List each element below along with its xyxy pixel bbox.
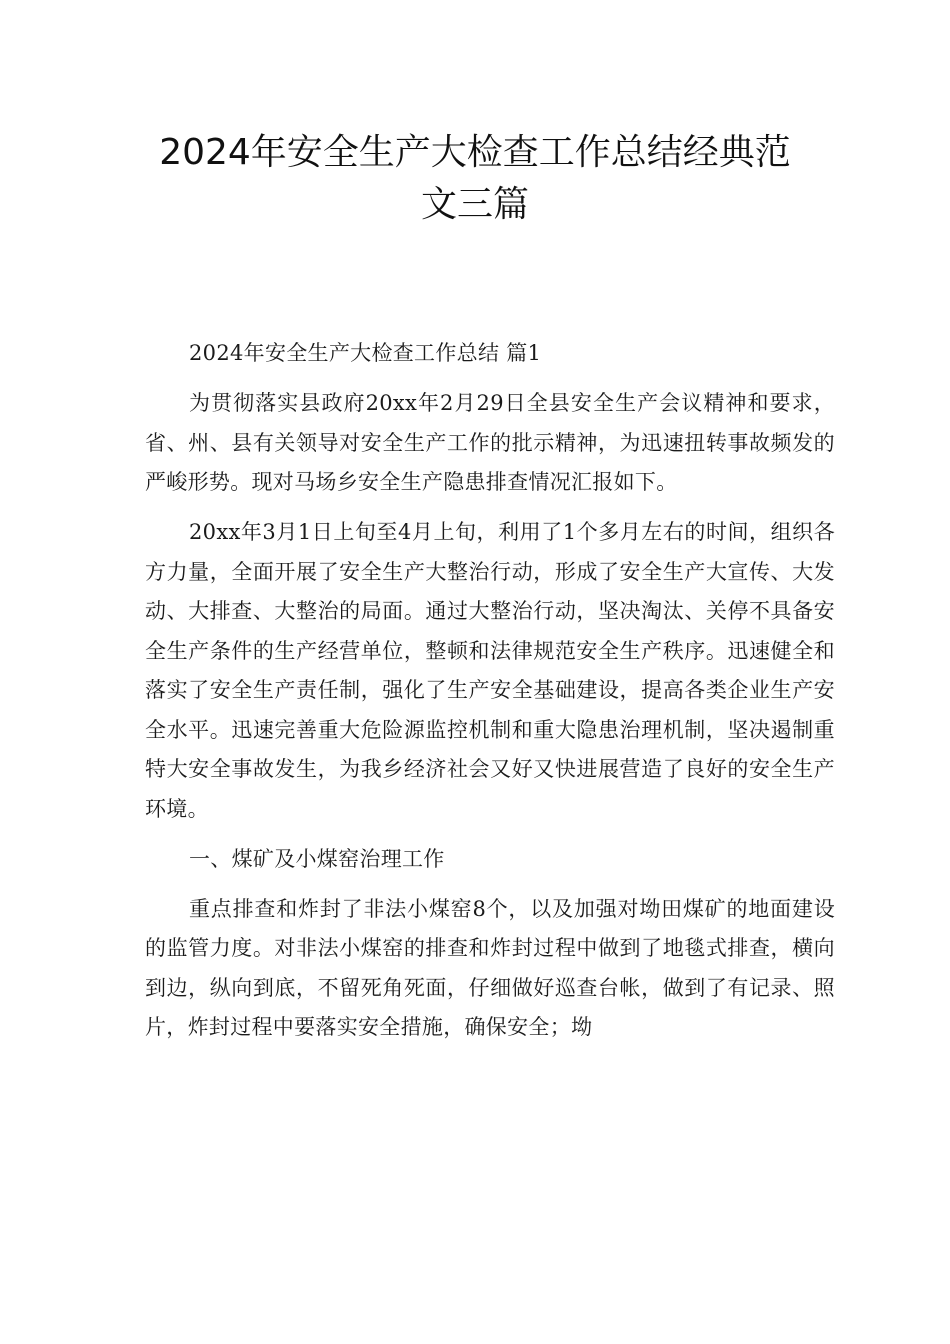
paragraph: 20xx年3月1日上旬至4月上旬，利用了1个多月左右的时间，组织各方力量，全面开展了安全生产大整治行动，形成了安全生产大宣传、大发动、大排查、大整治的局面。通过大整治行动，坚决淘汰、关停不具备安全生产条件的生产经营单位，整顿和法律规范安全生产秩序。迅速健全和落实了安全生产责任制，强化了生产安全基础建设，提高各类企业生产安全水平。迅速完善重大危险源监控机制和重大隐患治理机制，坚决遏制重特大安全事故发生，为我乡经济社会又好又快进展营造了良好的安全生产环境。 — [145, 520, 835, 821]
section-heading: 2024年安全生产大检查工作总结 篇1 — [189, 341, 542, 365]
document-title — [100, 127, 850, 231]
title-line-1: 2024年安全生产大检查工作总结经典范 — [159, 132, 791, 173]
paragraph: 为贯彻落实县政府20xx年2月29日全县安全生产会议精神和要求，省、州、县有关领导对安全生产工作的批示精神，为迅速扭转事故频发的严峻形势。现对马场乡安全生产隐患排查情况汇报如下。 — [145, 391, 835, 494]
paragraph: 重点排查和炸封了非法小煤窑8个，以及加强对坳田煤矿的地面建设的监管力度。对非法小煤窑的排查和炸封过程中做到了地毯式排查，横向到边，纵向到底，不留死角死面，仔细做好巡查台帐，做到了有记录、照片，炸封过程中要落实安全措施，确保安全；坳 — [145, 896, 835, 1039]
title-line-2: 文三篇 — [420, 184, 529, 225]
subsection-heading: 一、煤矿及小煤窑治理工作 — [189, 846, 445, 871]
document-body — [145, 334, 835, 1058]
